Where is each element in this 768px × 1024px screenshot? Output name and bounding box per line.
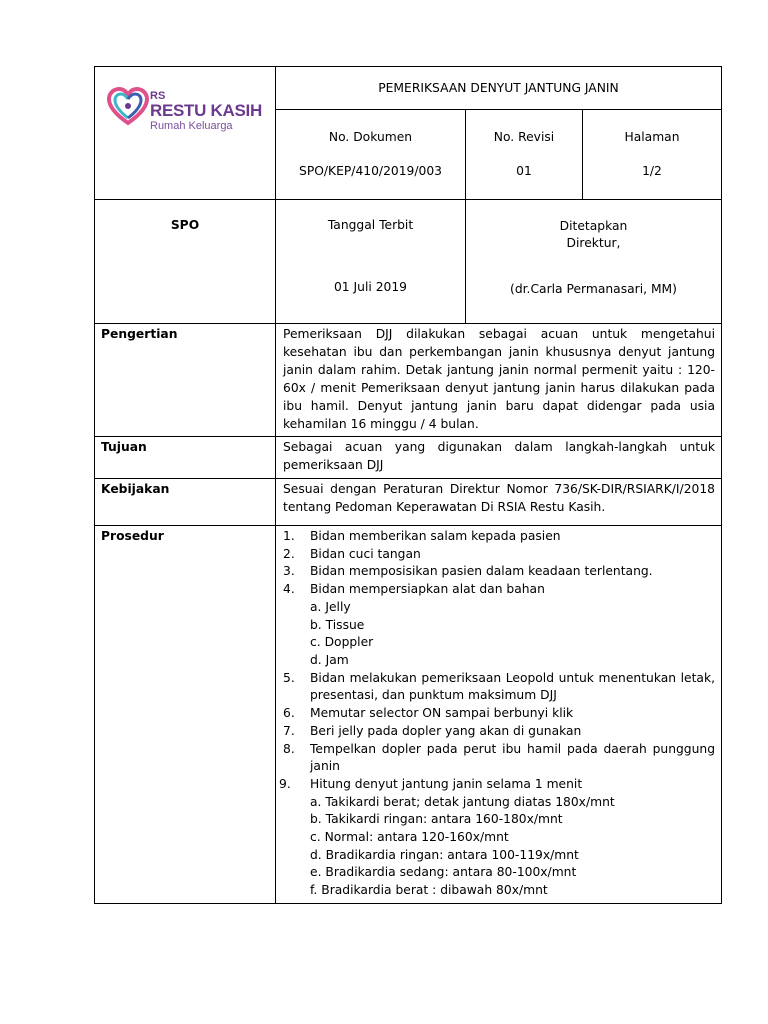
prosedur-label: Prosedur — [95, 526, 276, 904]
kebijakan-text: Sesuai dengan Peraturan Direktur Nomor 736/SK-DIR/RSIARK/I/2018 tentang Pedoman Keperawatan Di RSIA Restu Kasih. — [276, 479, 722, 526]
approved-by-line1: Ditetapkan — [559, 219, 628, 233]
revision-value: 01 — [516, 164, 532, 178]
logo-rs-text: RS — [150, 90, 166, 102]
range-item: b. Takikardi ringan: antara 160-180x/mnt — [310, 812, 563, 827]
procedure-step: 9. Hitung denyut jantung janin selama 1 menit — [279, 776, 583, 791]
procedure-step: 7. Beri jelly pada dopler yang akan di gunakan — [283, 723, 582, 738]
range-item: e. Bradikardia sedang: antara 80-100x/mnt — [310, 865, 577, 880]
material-item: a. Jelly — [310, 599, 351, 614]
material-item: d. Jam — [310, 652, 349, 667]
heart-rate-ranges — [283, 794, 715, 900]
doc-number-label: No. Dokumen — [328, 130, 413, 144]
page-cell — [583, 110, 722, 200]
tujuan-label: Tujuan — [95, 437, 276, 479]
pengertian-label: Pengertian — [95, 324, 276, 437]
issue-date-value: 01 Juli 2019 — [333, 280, 407, 294]
pengertian-text: Pemeriksaan DJJ dilakukan sebagai acuan untuk mengetahui kesehatan ibu dan perkembangan janin khususnya denyut jantung janin dalam rahim. Detak jantung janin normal permenit yaitu : 120-60x / menit Pemeriksaan denyut jantung janin harus dilakukan pada ibu hamil. Denyut jantung janin baru dapat didengar pada usia kehamilan 16 minggu / 4 bulan. — [276, 324, 722, 437]
spo-label: SPO — [170, 218, 200, 232]
issue-date-cell — [276, 200, 466, 324]
page-value: 1/2 — [642, 164, 662, 178]
spo-document-table — [94, 66, 722, 904]
range-item: d. Bradikardia ringan: antara 100-119x/mnt — [310, 847, 579, 862]
procedure-step: 1. Bidan memberikan salam kepada pasien — [283, 529, 561, 544]
range-item: a. Takikardi berat; detak jantung diatas 180x/mnt — [310, 794, 615, 809]
procedure-step: 3. Bidan memposisikan pasien dalam keadaan terlentang. — [283, 564, 653, 579]
material-item: b. Tissue — [310, 617, 365, 632]
logo-subtitle: Rumah Keluarga — [150, 120, 233, 132]
issue-date-label: Tanggal Terbit — [327, 218, 414, 232]
procedure-step: 2. Bidan cuci tangan — [283, 546, 421, 561]
logo-brand-text: RESTU KASIH — [150, 101, 262, 120]
spo-label-cell — [95, 200, 276, 324]
doc-number-cell — [276, 110, 466, 200]
doc-number-value: SPO/KEP/410/2019/003 — [299, 164, 442, 178]
procedure-step: 8. Tempelkan dopler pada perut ibu hamil pada daerah punggung janin — [283, 741, 715, 774]
heart-logo-icon — [107, 87, 149, 127]
revision-label: No. Revisi — [493, 130, 555, 144]
range-item: c. Normal: antara 120-160x/mnt — [310, 830, 509, 845]
prosedur-content — [276, 526, 722, 904]
page-label: Halaman — [624, 130, 680, 144]
approver-name: (dr.Carla Permanasari, MM) — [510, 282, 677, 296]
procedure-step: 6. Memutar selector ON sampai berbunyi klik — [283, 706, 574, 721]
hospital-logo — [107, 87, 267, 137]
tujuan-text: Sebagai acuan yang digunakan dalam langkah-langkah untuk pemeriksaan DJJ — [276, 437, 722, 479]
procedure-step: 4. Bidan mempersiapkan alat dan bahan — [283, 582, 545, 597]
procedure-step: 5. Bidan melakukan pemeriksaan Leopold untuk menentukan letak, presentasi, dan punktum maksimum DJJ — [283, 670, 715, 703]
kebijakan-label: Kebijakan — [95, 479, 276, 526]
document-title: PEMERIKSAAN DENYUT JANTUNG JANIN — [276, 67, 722, 110]
material-item: c. Doppler — [310, 635, 374, 650]
range-item: f. Bradikardia berat : dibawah 80x/mnt — [310, 883, 548, 898]
approval-cell — [466, 200, 722, 324]
revision-cell — [466, 110, 583, 200]
materials-list — [283, 599, 715, 670]
procedure-list — [279, 528, 715, 900]
logo-cell — [95, 67, 276, 200]
approved-by-line2: Direktur, — [566, 236, 621, 250]
